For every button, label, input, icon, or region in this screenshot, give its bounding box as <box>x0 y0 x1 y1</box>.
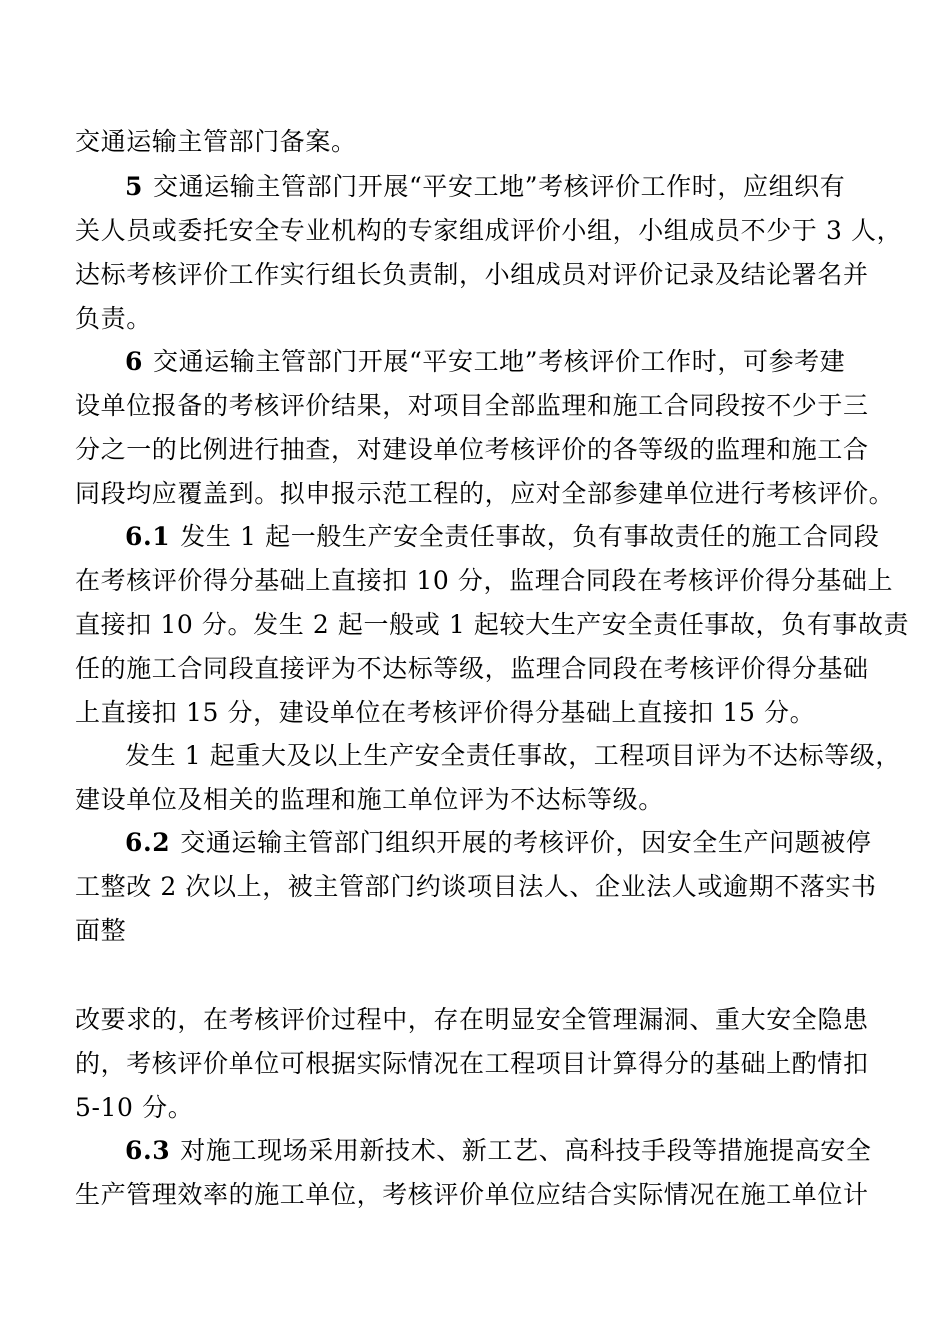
paragraph-line: 任的施工合同段直接评为不达标等级，监理合同段在考核评价得分基础 <box>75 654 869 683</box>
clause-number: 6.3 <box>125 1136 171 1165</box>
paragraph-line: 直接扣 10 分。发生 2 起一般或 1 起较大生产安全责任事故，负有事故责 <box>75 610 910 639</box>
paragraph-line: 交通运输主管部门备案。 <box>75 127 357 156</box>
paragraph-line: 6.2 交通运输主管部门组织开展的考核评价，因安全生产问题被停 <box>125 828 872 857</box>
paragraph-line: 同段均应覆盖到。拟申报示范工程的，应对全部参建单位进行考核评价。 <box>75 479 895 508</box>
paragraph-line: 设单位报备的考核评价结果，对项目全部监理和施工合同段按不少于三 <box>75 391 869 420</box>
paragraph-line: 5 交通运输主管部门开展“平安工地”考核评价工作时，应组织有 <box>125 172 846 201</box>
paragraph-line: 建设单位及相关的监理和施工单位评为不达标等级。 <box>75 785 664 814</box>
paragraph-line: 面整 <box>75 916 127 945</box>
paragraph-line: 6 交通运输主管部门开展“平安工地”考核评价工作时，可参考建 <box>125 347 846 376</box>
paragraph-line: 上直接扣 15 分，建设单位在考核评价得分基础上直接扣 15 分。 <box>75 698 816 727</box>
clause-number: 6 <box>125 347 143 376</box>
paragraph-line: 负责。 <box>75 304 152 333</box>
clause-number: 6.2 <box>125 828 171 857</box>
paragraph-line: 达标考核评价工作实行组长负责制，小组成员对评价记录及结论署名并 <box>75 260 869 289</box>
paragraph-line: 改要求的，在考核评价过程中，存在明显安全管理漏洞、重大安全隐患 <box>75 1005 869 1034</box>
paragraph-line: 关人员或委托安全专业机构的专家组成评价小组，小组成员不少于 3 人， <box>75 216 903 245</box>
paragraph-line: 分之一的比例进行抽查，对建设单位考核评价的各等级的监理和施工合 <box>75 435 869 464</box>
paragraph-line: 生产管理效率的施工单位，考核评价单位应结合实际情况在施工单位计 <box>75 1180 869 1209</box>
clause-number: 6.1 <box>125 522 171 551</box>
paragraph-line: 6.3 对施工现场采用新技术、新工艺、高科技手段等措施提高安全 <box>125 1136 872 1165</box>
paragraph-line: 工整改 2 次以上，被主管部门约谈项目法人、企业法人或逾期不落实书 <box>75 872 877 901</box>
paragraph-line: 的，考核评价单位可根据实际情况在工程项目计算得分的基础上酌情扣 <box>75 1049 869 1078</box>
clause-number: 5 <box>125 172 143 201</box>
paragraph-line: 5-10 分。 <box>75 1093 194 1122</box>
paragraph-line: 发生 1 起重大及以上生产安全责任事故，工程项目评为不达标等级， <box>125 741 902 770</box>
paragraph-line: 在考核评价得分基础上直接扣 10 分，监理合同段在考核评价得分基础上 <box>75 566 894 595</box>
paragraph-line: 6.1 发生 1 起一般生产安全责任事故，负有事故责任的施工合同段 <box>125 522 880 551</box>
